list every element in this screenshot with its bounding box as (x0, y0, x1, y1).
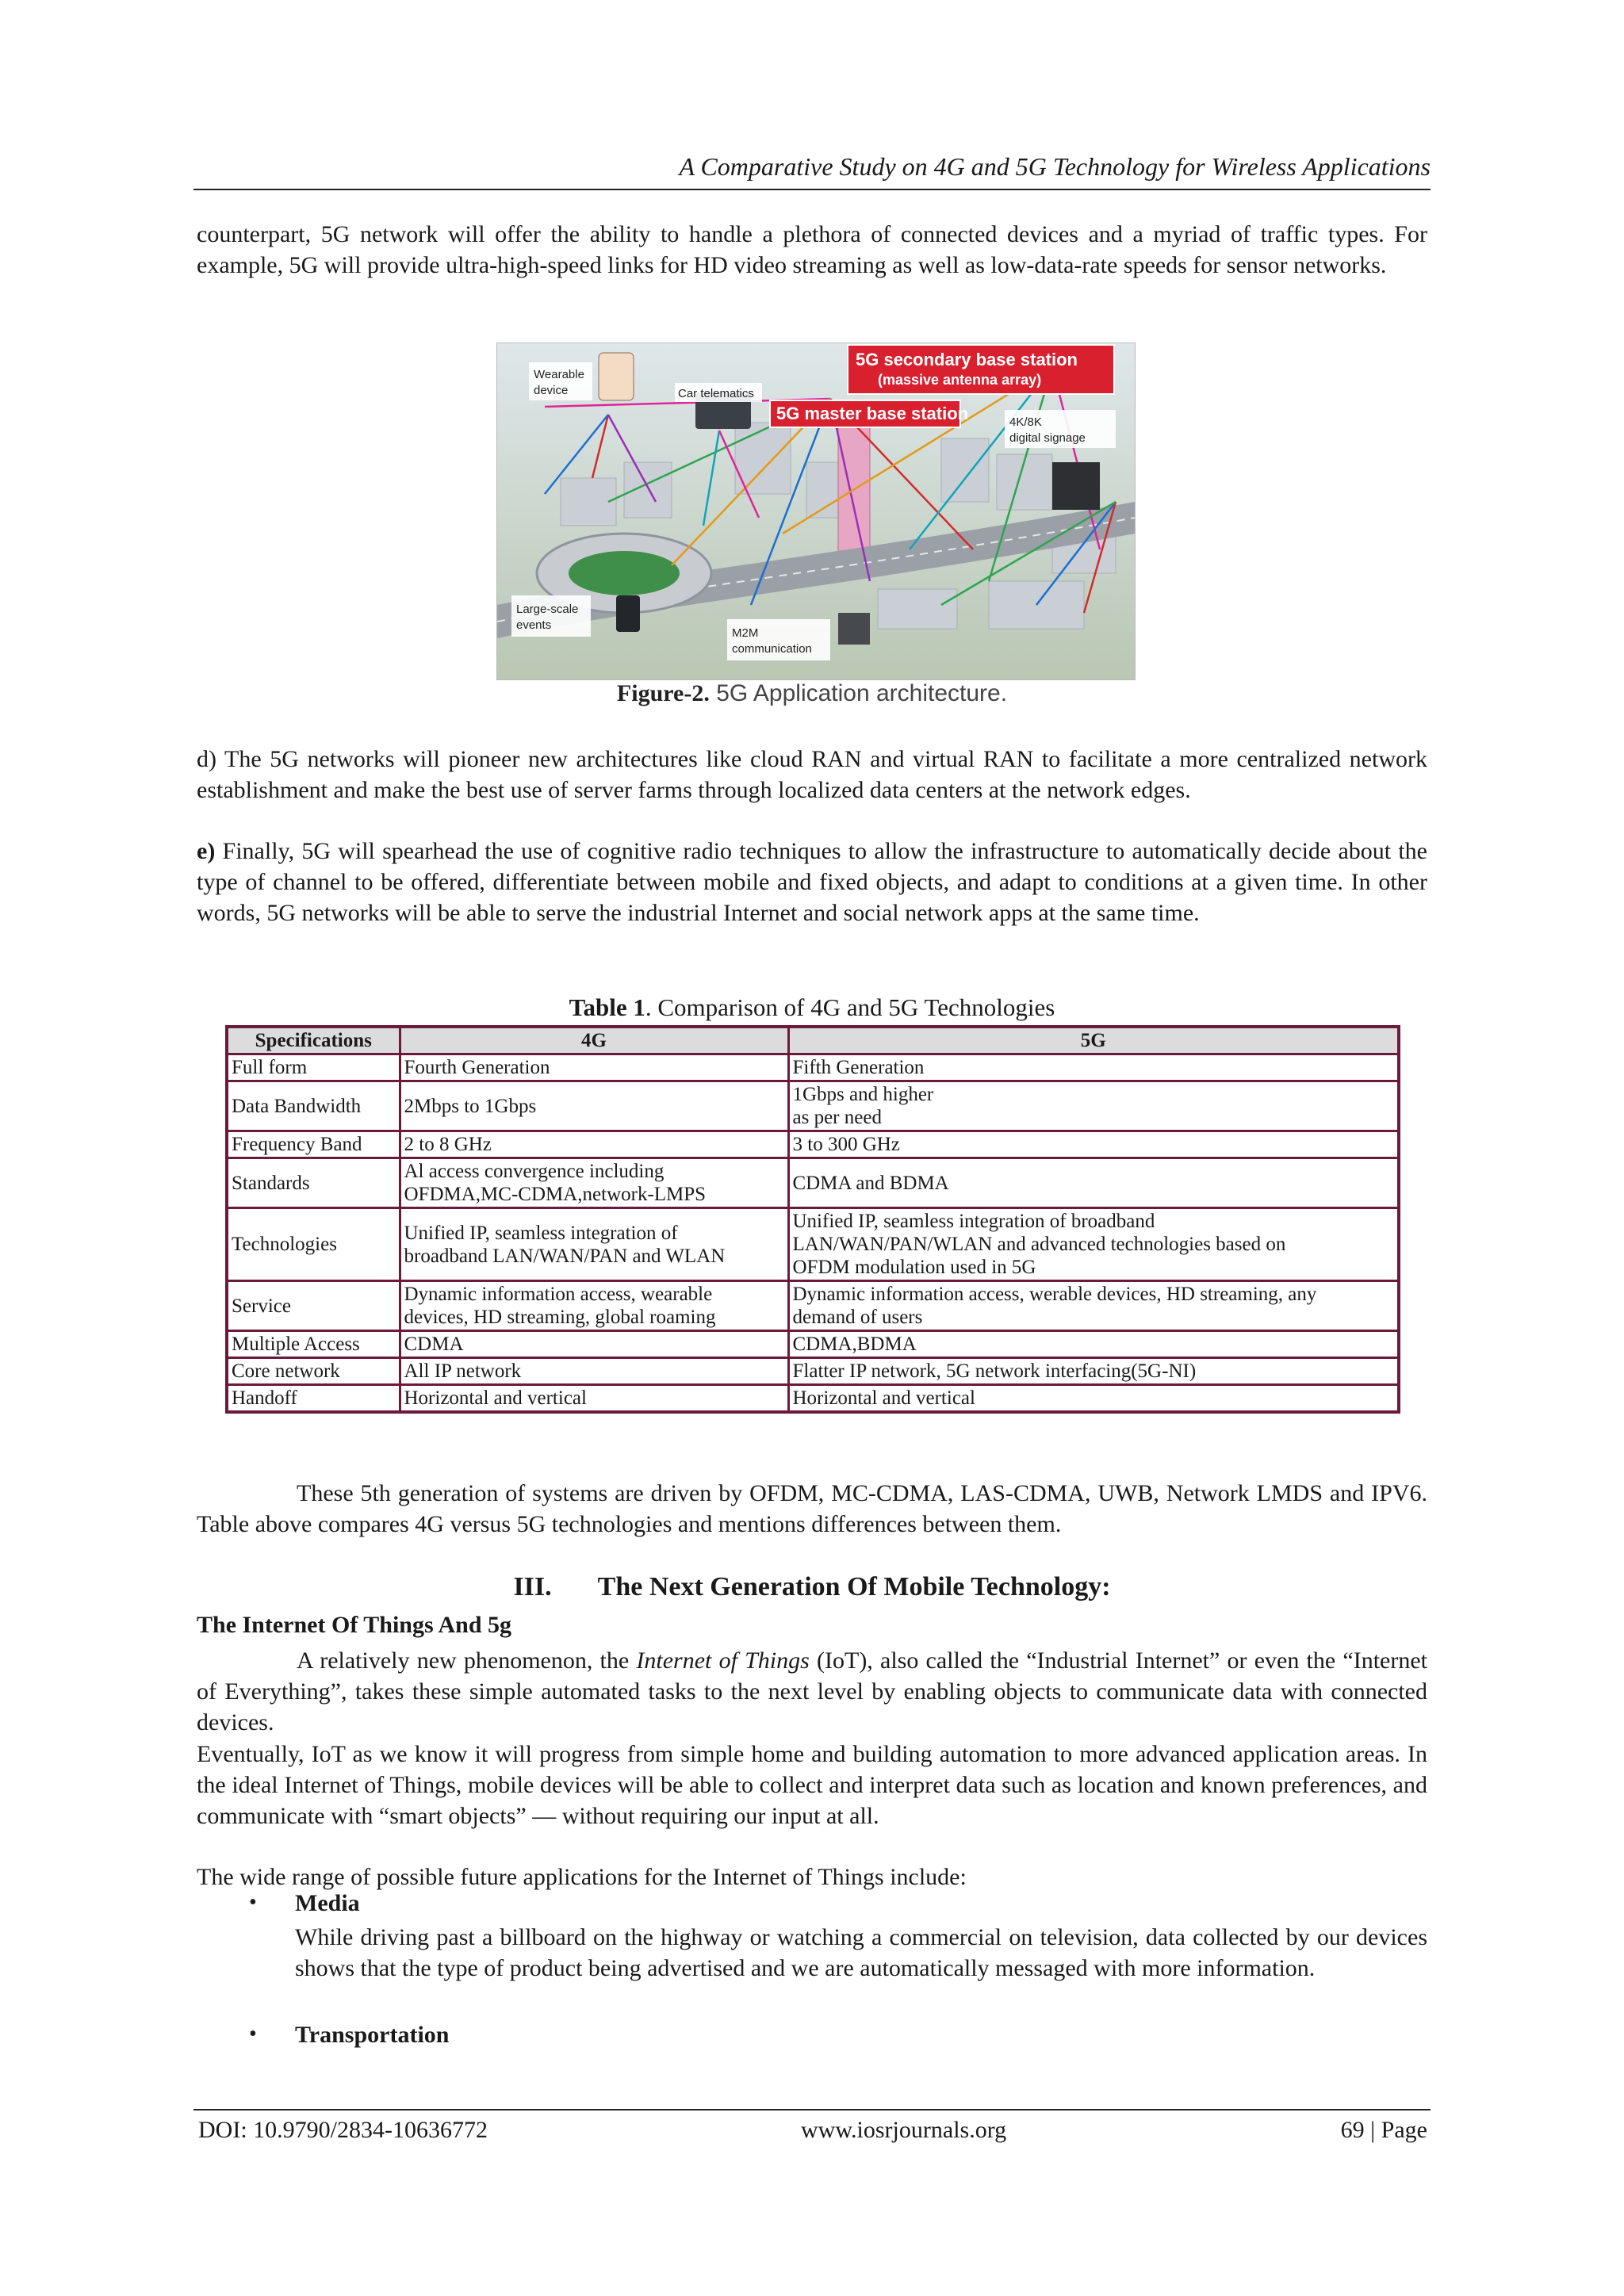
table-row (227, 1054, 1399, 1081)
table-cell: Technologies (227, 1208, 400, 1281)
comparison-table (225, 1025, 1400, 1414)
paragraph-iot-text-b: (IoT), also called the “Industrial Internet” or even the “Internet of Everything”, takes these simple automated tasks to the next level by enabling objects to communicate data with connected devices. (197, 1647, 1427, 1735)
table-cell: Fourth Generation (400, 1054, 788, 1081)
label-events-1: Large-scale (516, 603, 579, 616)
table-caption (0, 993, 1624, 1022)
table-header-cell: Specifications (227, 1027, 400, 1054)
label-m2m-1: M2M (732, 626, 759, 640)
label-secondary-station: 5G secondary base station (856, 350, 1078, 369)
paragraph-d: d) The 5G networks will pioneer new architectures like cloud RAN and virtual RAN to facilitate a more centralized network establishment and make the best use of server farms through localized data centers at the network edges. (197, 746, 1427, 803)
section-title: The Next Generation Of Mobile Technology: (597, 1572, 1111, 1601)
bullet-text-media: While driving past a billboard on the highway or watching a commercial on television, data collected by our devices shows that the type of product being advertised and we are automatically messaged with more information. (295, 1924, 1427, 1981)
table-header-cell: 5G (788, 1027, 1399, 1054)
table-cell: Flatter IP network, 5G network interfacing(5G-NI) (788, 1358, 1399, 1385)
table-row (227, 1081, 1399, 1131)
table-cell: Handoff (227, 1385, 400, 1413)
paragraph-e-text: Finally, 5G will spearhead the use of cognitive radio techniques to allow the infrastructure to automatically decide about the type of channel to be offered, differentiate between mobile and fixed objects, and adapt to conditions at a given time. In other words, 5G networks will be able to serve the industrial Internet and social network apps at the same time. (197, 838, 1427, 926)
figure-caption-label: Figure-2. (616, 680, 710, 706)
table-row (227, 1131, 1399, 1158)
table-body (227, 1054, 1399, 1413)
subsection-heading: The Internet Of Things And 5g (197, 1612, 512, 1638)
figure-5g-architecture (496, 342, 1136, 680)
paragraph-iot-intro (197, 1645, 1427, 1738)
table-cell: Standards (227, 1158, 400, 1208)
paragraph-iot-italic: Internet of Things (636, 1647, 810, 1674)
bullet-title-media: Media (295, 1890, 360, 1916)
footer-page-number: 69 | Page (1340, 2117, 1427, 2143)
table-cell: Unified IP, seamless integration of broadband LAN/WAN/PAN/WLAN and advanced technologies based on OFDM modulation used in 5G (788, 1208, 1399, 1281)
table-row (227, 1208, 1399, 1281)
table-row (227, 1281, 1399, 1331)
label-secondary-sub: (massive antenna array) (878, 372, 1042, 388)
table-caption-label: Table 1 (569, 993, 645, 1021)
figure-caption-text: 5G Application architecture. (709, 680, 1008, 706)
table-cell: Dynamic information access, werable devices, HD streaming, any demand of users (788, 1281, 1399, 1331)
table-row (227, 1158, 1399, 1208)
table-header-cell: 4G (400, 1027, 788, 1054)
paragraph-iot-progress: Eventually, IoT as we know it will progress from simple home and building automation to more advanced application areas. In the ideal Internet of Things, mobile devices will be able to collect and interpret data such as location and known preferences, and communicate with “smart objects” — without requiring our input at all. (197, 1741, 1427, 1829)
table-cell: Fifth Generation (788, 1054, 1399, 1081)
paragraph-e (197, 836, 1427, 928)
section-number: III. (513, 1572, 552, 1601)
table-cell: Unified IP, seamless integration of broadband LAN/WAN/PAN and WLAN (400, 1208, 788, 1281)
label-car: Car telematics (678, 387, 754, 400)
figure-illustration (497, 343, 1135, 679)
label-events-2: events (516, 618, 552, 632)
label-signage-2: digital signage (1009, 431, 1086, 445)
table-cell: CDMA (400, 1331, 788, 1358)
label-master-station: 5G master base station (776, 404, 969, 423)
table-cell: Data Bandwidth (227, 1081, 400, 1131)
bullet-icon: • (249, 2022, 257, 2046)
label-wearable-2: device (534, 384, 569, 397)
table-cell: 1Gbps and higher as per need (788, 1081, 1399, 1131)
table-cell: Service (227, 1281, 400, 1331)
table-cell: 2 to 8 GHz (400, 1131, 788, 1158)
table-cell: Dynamic information access, wearable devices, HD streaming, global roaming (400, 1281, 788, 1331)
paragraph-iot-applications: The wide range of possible future applications for the Internet of Things include: (197, 1864, 967, 1890)
table-cell: Full form (227, 1054, 400, 1081)
table-cell: Frequency Band (227, 1131, 400, 1158)
table-cell: CDMA and BDMA (788, 1158, 1399, 1208)
table-cell: Horizontal and vertical (788, 1385, 1399, 1413)
table-caption-text: . Comparison of 4G and 5G Technologies (645, 993, 1055, 1021)
table-cell: Multiple Access (227, 1331, 400, 1358)
label-signage-1: 4K/8K (1009, 415, 1042, 429)
table-row (227, 1331, 1399, 1358)
table-cell: Core network (227, 1358, 400, 1385)
footer-rule (193, 2109, 1431, 2110)
table-header-row (227, 1027, 1399, 1054)
label-wearable-1: Wearable (534, 368, 584, 381)
section-heading (0, 1572, 1624, 1602)
footer-site: www.iosrjournals.org (801, 2117, 1007, 2143)
footer-doi: DOI: 10.9790/2834-10636772 (198, 2117, 488, 2143)
paragraph-intro: counterpart, 5G network will offer the ability to handle a plethora of connected devices and a myriad of traffic types. For example, 5G will provide ultra-high-speed links for HD video streaming as well as low-data-rate speeds for sensor networks. (197, 221, 1427, 278)
table-cell: 2Mbps to 1Gbps (400, 1081, 788, 1131)
table-cell: CDMA,BDMA (788, 1331, 1399, 1358)
table-cell: Al access convergence including OFDMA,MC-CDMA,network-LMPS (400, 1158, 788, 1208)
paragraph-iot-text-a: A relatively new phenomenon, the (297, 1647, 637, 1674)
bullet-icon: • (249, 1890, 257, 1915)
running-header: A Comparative Study on 4G and 5G Technology for Wireless Applications (679, 152, 1431, 181)
label-m2m-2: communication (732, 642, 812, 656)
paragraph-e-label: e) (197, 838, 216, 864)
table-cell: Horizontal and vertical (400, 1385, 788, 1413)
paragraph-5g-drivers: These 5th generation of systems are driven by OFDM, MC-CDMA, LAS-CDMA, UWB, Network LMDS and IPV6. Table above compares 4G versus 5G technologies and mentions differences between them. (197, 1480, 1427, 1537)
bullet-title-transportation: Transportation (295, 2022, 450, 2048)
table-cell: All IP network (400, 1358, 788, 1385)
table-cell: 3 to 300 GHz (788, 1131, 1399, 1158)
table-row (227, 1385, 1399, 1413)
figure-caption (0, 680, 1624, 707)
header-rule (193, 189, 1431, 190)
table-row (227, 1358, 1399, 1385)
